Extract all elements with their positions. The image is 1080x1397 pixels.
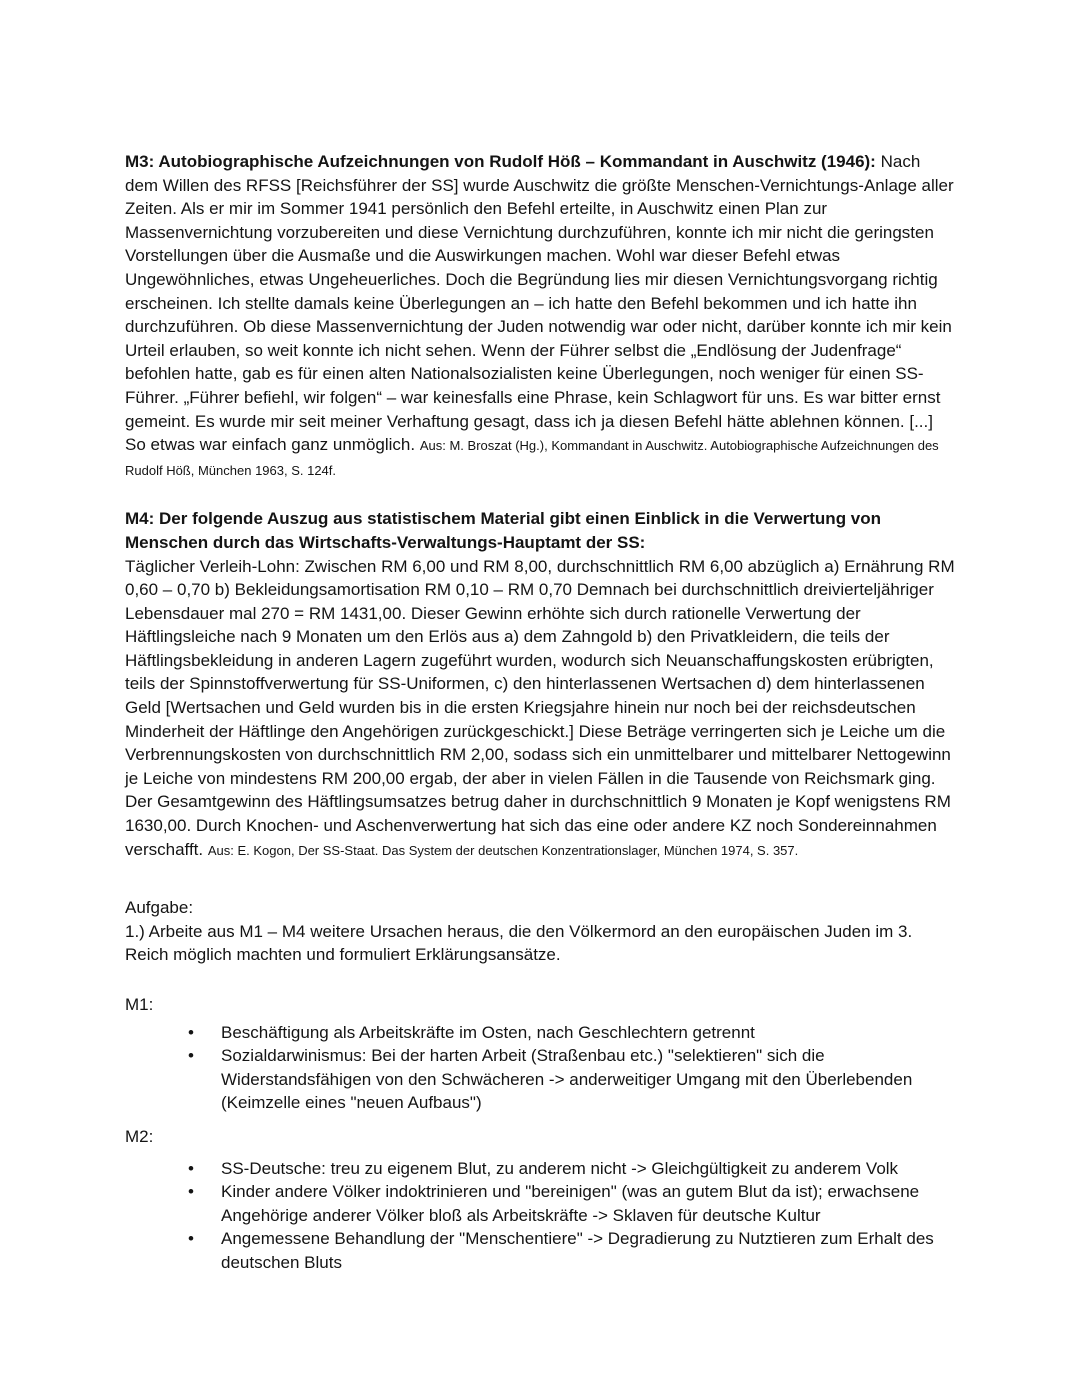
bullet-icon: • <box>188 1182 194 1202</box>
m2-list <box>125 1157 957 1275</box>
list-item <box>188 1021 957 1045</box>
task-section <box>125 896 957 967</box>
m3-heading: M3: Autobiographische Aufzeichnungen von Rudolf Höß – Kommandant in Auschwitz (1946): <box>125 152 876 171</box>
list-item-text: SS-Deutsche: treu zu eigenem Blut, zu anderem nicht -> Gleichgültigkeit zu anderem Volk <box>221 1158 899 1178</box>
list-item <box>188 1227 957 1274</box>
bullet-icon: • <box>188 1229 194 1249</box>
bullet-icon: • <box>188 1046 194 1066</box>
task-label: Aufgabe: <box>125 898 194 918</box>
m3-paragraph <box>125 150 957 482</box>
m4-heading: M4: Der folgende Auszug aus statistischem Material gibt einen Einblick in die Verwertung von Menschen durch das Wirtschafts-Verwaltungs-Hauptamt der SS: <box>125 509 882 552</box>
m4-paragraph <box>125 555 957 863</box>
list-item-text: Beschäftigung als Arbeitskräfte im Osten, nach Geschlechtern getrennt <box>221 1022 755 1042</box>
m4-text: Täglicher Verleih-Lohn: Zwischen RM 6,00 und RM 8,00, durchschnittlich RM 6,00 abzüglich a) Ernährung RM 0,60 – 0,70 b) Bekleidungsamortisation RM 0,10 – RM 0,70 Demnach bei durchschnittlich dreivierteljähriger Lebensdauer mal 270 = RM 1431,00. Dieser Gewinn erhöhte sich durch rationelle Verwertung der Häftlingsleiche nach 9 Monaten um den Erlös aus a) dem Zahngold b) den Privatkleidern, die teils der Häftlingsbekleidung in anderen Lagern zugeführt wurden, wodurch sich Neuanschaffungskosten erübrigten, teils der Spinnstoffverwertung für SS-Uniformen, c) den hinterlassenen Wertsachen d) dem hinterlassenen Geld [Wertsachen und Geld wurden bis in die ersten Kriegsjahre hinein nur noch bei der reichsdeutschen Minderheit der Häftlinge den Angehörigen zurückgeschickt.] Diese Beträge verringerten sich je Leiche um die Verbrennungskosten von durchschnittlich RM 2,00, sodass sich ein unmittelbarer und mittelbarer Nettogewinn je Leiche von mindestens RM 200,00 ergab, der aber in vielen Fällen in die Tausende von Reichsmark ging. Der Gesamtgewinn des Häftlingsumsatzes betrug daher in durchschnittlich 9 Monaten je Kopf wenigstens RM 1630,00. Durch Knochen- und Aschenverwertung hat sich das eine oder andere KZ noch Sondereinnahmen verschafft. <box>125 556 955 859</box>
m3-text: Nach dem Willen des RFSS [Reichsführer der SS] wurde Auschwitz die größte Menschen-Vernichtungs-Anlage aller Zeiten. Als er mir im Sommer 1941 persönlich den Befehl erteilte, in Auschwitz einen Plan zur Massenvernichtung vorzubereiten und diese Vernichtung durchzuführen, konnte ich mir nicht die geringsten Vorstellungen über die Ausmaße und die Auswirkungen machen. Wohl war dieser Befehl etwas Ungewöhnliches, etwas Ungeheuerliches. Doch die Begründung lies mir diesen Vernichtungsvorgang richtig erscheinen. Ich stellte damals keine Überlegungen an – ich hatte den Befehl bekommen und ich hatte ihn durchzuführen. Ob diese Massenvernichtung der Juden notwendig war oder nicht, darüber konnte ich mir kein Urteil erlauben, so weit konnte ich nicht sehen. Wenn der Führer selbst die „Endlösung der Judenfrage“ befohlen hatte, gab es für einen alten Nationalsozialisten keine Überlegungen, noch weniger für einen SS-Führer. „Führer befiehl, wir folgen“ – war keinesfalls eine Phrase, kein Schlagwort für uns. Es war bitter ernst gemeint. Es wurde mir seit meiner Verhaftung gesagt, dass ich ja diesen Befehl hätte ablehnen können. [...] So etwas war einfach ganz unmöglich. <box>125 152 954 455</box>
list-item <box>188 1044 957 1115</box>
list-item-text: Kinder andere Völker indoktrinieren und "bereinigen" (was an gutem Blut da ist); erwachsene Angehörige anderer Völker bloß als Arbeitskräfte -> Sklaven für deutsche Kultur <box>221 1182 920 1225</box>
m2-label: M2: <box>125 1126 154 1146</box>
m3-source: Aus: M. Broszat (Hg.), Kommandant in Auschwitz. Autobiographische Aufzeichnungen des Rudolf Höß, München 1963, S. 124f. <box>125 438 939 478</box>
list-item-text: Sozialdarwinismus: Bei der harten Arbeit (Straßenbau etc.) "selektieren" sich die Widerstandsfähigen von den Schwächeren -> anderweitiger Umgang mit den Überlebenden (Keimzelle eines "neuen Aufbaus") <box>221 1046 913 1113</box>
list-item <box>188 1157 957 1181</box>
m1-list <box>125 1021 957 1115</box>
answer-m2 <box>125 1125 957 1275</box>
list-item-text: Angemessene Behandlung der "Menschentiere" -> Degradierung zu Nutztieren zum Erhalt des deutschen Bluts <box>221 1229 934 1272</box>
bullet-icon: • <box>188 1022 194 1042</box>
answer-m1 <box>125 993 957 1115</box>
task-text: 1.) Arbeite aus M1 – M4 weitere Ursachen heraus, die den Völkermord an den europäischen Juden im 3. Reich möglich machten und formuliert Erklärungsansätze. <box>125 921 913 965</box>
source-m4 <box>125 507 957 862</box>
source-m3 <box>125 150 957 482</box>
document-page <box>125 150 957 1275</box>
bullet-icon: • <box>188 1158 194 1178</box>
list-item <box>188 1180 957 1227</box>
m1-label: M1: <box>125 995 154 1014</box>
m4-source: Aus: E. Kogon, Der SS-Staat. Das System der deutschen Konzentrationslager, München 1974, S. 357. <box>207 842 799 858</box>
